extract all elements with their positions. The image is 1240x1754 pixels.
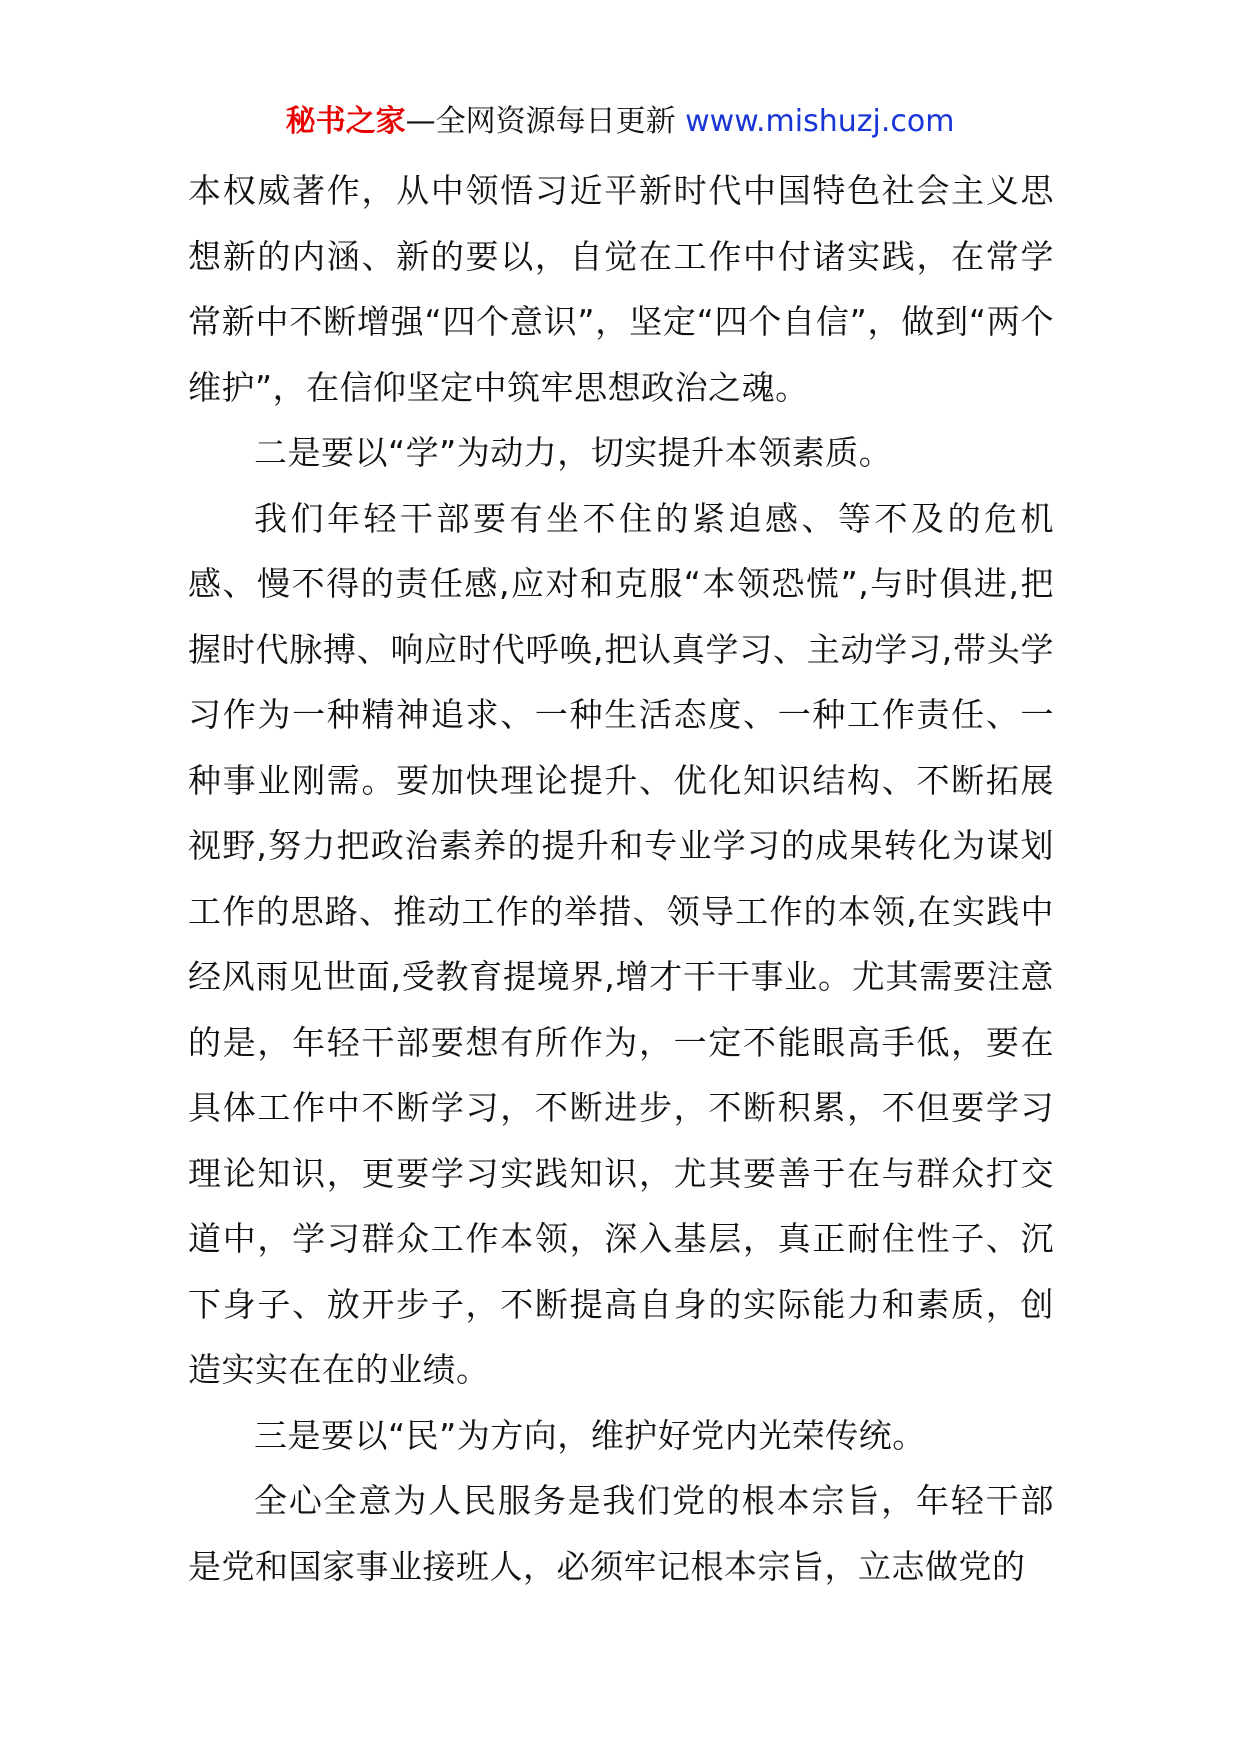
header-slogan: —全网资源每日更新	[405, 104, 686, 139]
header-url[interactable]: www.mishuzj.com	[685, 104, 955, 139]
section-heading-2: 二是要以“学”为动力，切实提升本领素质。	[254, 433, 893, 472]
paragraph-5: 全心全意为人民服务是我们党的根本宗旨，年轻干部是党和国家事业接班人，必须牢记根本宗旨，立志做党的	[188, 1481, 1054, 1586]
document-body	[188, 158, 1054, 1599]
page-header	[0, 100, 1240, 144]
paragraph-1: 本权威著作，从中领悟习近平新时代中国特色社会主义思想新的内涵、新的要以，自觉在工作中付诸实践，在常学常新中不断增强“四个意识”，坚定“四个自信”，做到“两个维护”，在信仰坚定中筑牢思想政治之魂。	[188, 171, 1054, 407]
header-brand: 秘书之家	[285, 104, 406, 139]
section-heading-3: 三是要以“民”为方向，维护好党内光荣传统。	[254, 1415, 926, 1455]
paragraph-3: 我们年轻干部要有坐不住的紧迫感、等不及的危机感、慢不得的责任感,应对和克服“本领恐慌”,与时俱进,把握时代脉搏、响应时代呼唤,把认真学习、主动学习,带头学习作为一种精神追求、一种生活态度、一种工作责任、一种事业刚需。要加快理论提升、优化知识结构、不断拓展视野,努力把政治素养的提升和专业学习的成果转化为谋划工作的思路、推动工作的举措、领导工作的本领,在实践中经风雨见世面,受教育提境界,增才干干事业。尤其需要注意的是，年轻干部要想有所作为，一定不能眼高手低，要在具体工作中不断学习，不断进步，不断积累，不但要学习理论知识，更要学习实践知识，尤其要善于在与群众打交道中，学习群众工作本领，深入基层，真正耐住性子、沉下身子、放开步子，不断提高自身的实际能力和素质，创造实实在在的业绩。	[188, 498, 1054, 1389]
